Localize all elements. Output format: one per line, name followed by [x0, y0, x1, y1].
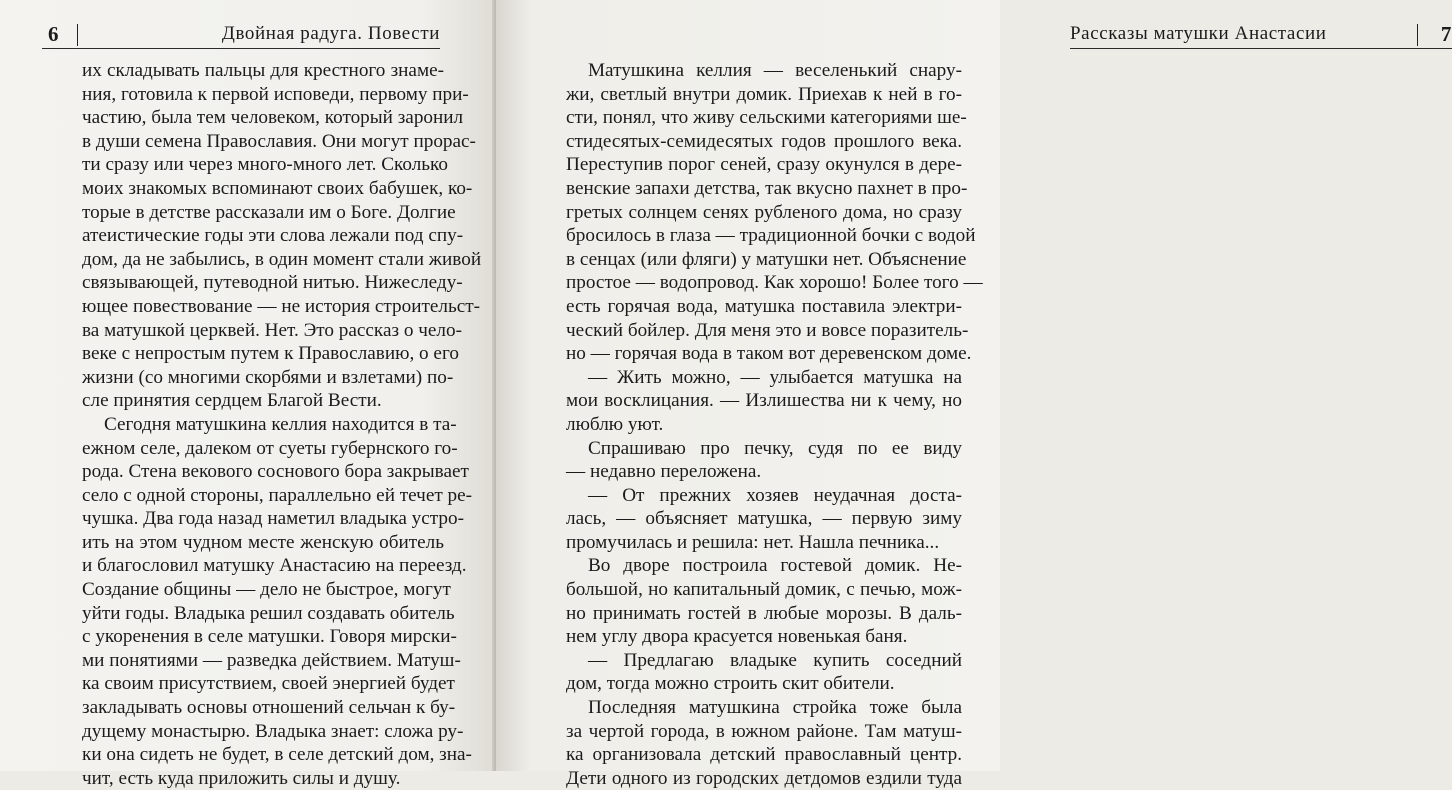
- text-line: стидесятых-семидесятых годов прошлого века.: [566, 130, 962, 152]
- text-line: дущему монастырю. Владыка знает: сложа ру-: [82, 720, 464, 742]
- text-line: ми понятиями — разведка действием. Матуш-: [82, 649, 461, 671]
- text-line: Последняя матушкина стройка тоже была: [588, 697, 962, 719]
- text-line: Матушкина келлия — веселенький снару-: [588, 60, 962, 81]
- text-line: жи, светлый внутри домик. Приехав к ней в го-: [566, 83, 962, 105]
- text-line: жизни (со многими скорбями и взлетами) по-: [82, 366, 454, 388]
- text-line: люблю уют.: [566, 413, 664, 435]
- text-line: промучилась и решила: нет. Нашла печника...: [566, 531, 940, 553]
- text-line: ния, готовила к первой исповеди, первому при-: [82, 83, 469, 105]
- text-line: нем углу двора красуется новенькая баня.: [566, 626, 908, 648]
- text-line: сле принятия сердцем Благой Вести.: [82, 390, 382, 412]
- text-line: ежном селе, далеком от суеты губернского го-: [82, 437, 458, 459]
- right-running-title: Рассказы матушки Анастасии: [1070, 23, 1327, 44]
- text-line: ка организовала детский православный центр.: [566, 744, 962, 766]
- left-running-title: Двойная радуга. Повести: [221, 23, 440, 44]
- text-line: Дети одного из городских детдомов ездили туда: [566, 767, 962, 789]
- header-rule: [42, 48, 440, 49]
- text-line: ки она сидеть не будет, в селе детский дом, зна-: [82, 744, 472, 766]
- text-line: чушка. Два года назад наметил владыка устро-: [82, 508, 464, 530]
- text-line: торые в детстве рассказали им о Боге. Долгие: [82, 201, 456, 223]
- header-divider: [77, 24, 78, 46]
- text-line: закладывать основы отношений сельчан к бу-: [82, 697, 456, 719]
- left-page-header: [42, 22, 440, 50]
- right-page-number: 7: [1440, 22, 1452, 46]
- text-line: — Предлагаю владыке купить соседний: [588, 649, 962, 671]
- text-line: ка своим присутствием, своей энергией будет: [82, 673, 455, 695]
- right-page-header: [1070, 22, 1452, 50]
- header-divider: [1417, 24, 1418, 46]
- text-line: простое — водопровод. Как хорошо! Более того —: [566, 272, 983, 294]
- text-line: частию, была тем человеком, который заронил: [82, 107, 464, 129]
- text-line: дом, да не забылись, в один момент стали живой: [82, 248, 482, 270]
- left-page-body: [82, 59, 482, 790]
- text-line: связывающей, путеводной нитью. Нижеследу-: [82, 272, 463, 294]
- text-line: но — горячая вода в таком вот деревенском доме.: [566, 343, 972, 365]
- text-line: чит, есть куда приложить силы и душу.: [82, 767, 401, 789]
- left-page: [0, 0, 496, 789]
- text-line: Спрашиваю про печку, судя по ее виду: [588, 437, 962, 459]
- text-line: атеистические годы эти слова лежали под спу-: [82, 225, 464, 247]
- text-line: за чертой города, в южном районе. Там матуш-: [566, 720, 962, 742]
- text-line: Переступив порог сеней, сразу окунулся в дере-: [566, 154, 962, 176]
- text-line: Создание общины — дело не быстрое, могут: [82, 579, 451, 601]
- text-line: ти сразу или через много-много лет. Сколько: [82, 154, 448, 176]
- text-line: Во дворе построила гостевой домик. Не-: [588, 555, 962, 577]
- text-line: венские запахи детства, так вкусно пахнет в про-: [566, 177, 968, 199]
- text-line: — От прежних хозяев неудачная доста-: [588, 484, 962, 506]
- text-line: дом, тогда можно строить скит обители.: [566, 673, 895, 695]
- text-line: бросилось в глаза — традиционной бочки с водой: [566, 225, 976, 247]
- text-line: рода. Стена векового соснового бора закрывает: [82, 461, 469, 483]
- text-line: и благословил матушку Анастасию на переезд.: [82, 555, 467, 577]
- text-line: ить на этом чудном месте женскую обитель: [82, 531, 444, 553]
- text-line: в сенцах (или фляги) у матушки нет. Объяснение: [566, 248, 967, 270]
- text-line: лась, — объясняет матушка, — первую зиму: [566, 508, 962, 530]
- header-rule: [1070, 48, 1452, 49]
- text-line: ческий бойлер. Для меня это и вовсе поразитель-: [566, 319, 969, 341]
- text-line: веке с непростым путем к Православию, о его: [82, 343, 459, 365]
- text-line: — Жить можно, — улыбается матушка на: [588, 366, 962, 388]
- text-line: моих знакомых вспоминают своих бабушек, ко-: [82, 177, 473, 199]
- text-line: ва матушкой церквей. Нет. Это рассказ о чело-: [82, 319, 462, 341]
- text-line: их складывать пальцы для крестного знаме-: [82, 60, 444, 81]
- text-line: село с одной стороны, параллельно ей течет ре-: [82, 484, 473, 506]
- left-page-number: 6: [48, 22, 60, 46]
- text-line: в души семена Православия. Они могут прорас-: [82, 130, 476, 152]
- text-line: есть горячая вода, матушка поставила электри-: [566, 295, 962, 317]
- text-line: сти, понял, что живу сельскими категориями ше-: [566, 107, 967, 129]
- text-line: Сегодня матушкина келлия находится в та-: [104, 413, 457, 435]
- text-line: но принимать гостей в любые морозы. В даль-: [566, 602, 962, 624]
- text-line: мои восклицания. — Излишества ни к чему, но: [566, 390, 962, 412]
- text-line: ющее повествование — не история строительст-: [82, 295, 481, 317]
- text-line: большой, но капитальный домик, с печью, мож-: [566, 579, 962, 601]
- text-line: — недавно переложена.: [566, 461, 762, 483]
- text-line: гретых солнцем сенях рубленого дома, но сразу: [566, 201, 962, 223]
- text-line: уйти годы. Владыка решил создавать обитель: [82, 602, 455, 624]
- right-page-body: [566, 59, 983, 790]
- text-line: с укоренения в селе матушки. Говоря мирски-: [82, 626, 457, 648]
